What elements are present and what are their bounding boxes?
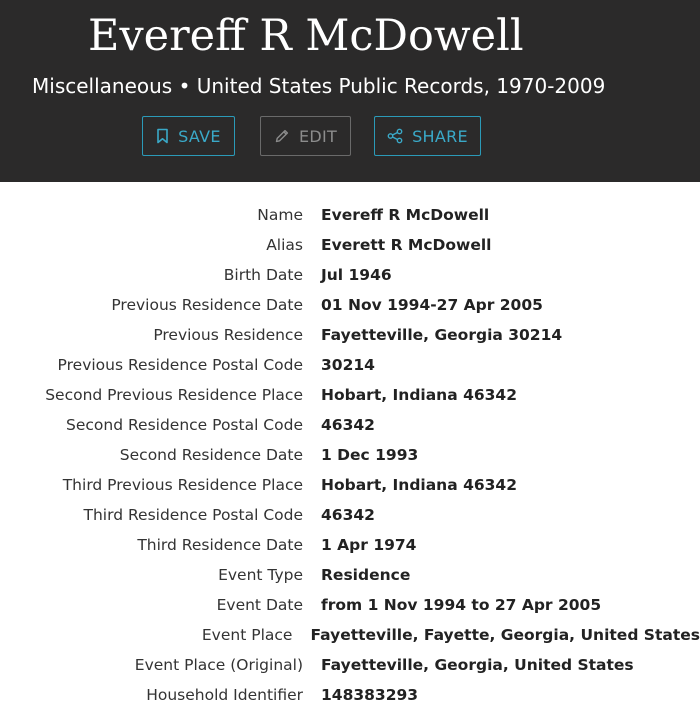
field-label: Name [257, 206, 303, 224]
field-value: Fayetteville, Fayette, Georgia, United States [310, 626, 700, 644]
field-label: Previous Residence [153, 326, 303, 344]
pencil-icon [274, 128, 290, 144]
edit-button[interactable] [260, 116, 351, 156]
field-label: Second Residence Postal Code [66, 416, 303, 434]
record-row [0, 260, 700, 290]
field-label: Third Residence Postal Code [83, 506, 303, 524]
bookmark-icon [156, 128, 169, 144]
save-button[interactable] [142, 116, 235, 156]
field-value: 1 Dec 1993 [321, 446, 419, 464]
edit-button-label: EDIT [298, 126, 338, 146]
field-value: Fayetteville, Georgia 30214 [321, 326, 563, 344]
field-label: Third Previous Residence Place [62, 476, 303, 494]
save-button-label: SAVE [178, 126, 221, 146]
field-value: Residence [321, 566, 411, 584]
field-value: Everett R McDowell [321, 236, 492, 254]
record-row [0, 620, 700, 650]
field-label: Previous Residence Date [111, 296, 303, 314]
record-row [0, 560, 700, 590]
field-value: Hobart, Indiana 46342 [321, 476, 517, 494]
field-value: 46342 [321, 416, 375, 434]
record-row [0, 230, 700, 260]
record-row [0, 530, 700, 560]
record-header [0, 0, 700, 182]
record-row [0, 290, 700, 320]
share-button-label: SHARE [412, 126, 468, 146]
field-label: Household Identifier [146, 686, 303, 704]
field-label: Event Date [216, 596, 303, 614]
record-row [0, 200, 700, 230]
record-row [0, 650, 700, 680]
field-value: from 1 Nov 1994 to 27 Apr 2005 [321, 596, 602, 614]
field-value: Jul 1946 [321, 266, 392, 284]
field-value: 46342 [321, 506, 375, 524]
page-title: Evereff R McDowell [88, 11, 524, 61]
field-label: Previous Residence Postal Code [57, 356, 303, 374]
record-row [0, 500, 700, 530]
field-label: Event Type [218, 566, 303, 584]
collection-subtitle: Miscellaneous • United States Public Records, 1970-2009 [32, 74, 606, 98]
field-value: Fayetteville, Georgia, United States [321, 656, 634, 674]
record-row [0, 320, 700, 350]
field-label: Third Residence Date [137, 536, 303, 554]
field-value: 01 Nov 1994-27 Apr 2005 [321, 296, 543, 314]
record-row [0, 470, 700, 500]
share-button[interactable] [374, 116, 481, 156]
field-label: Event Place (Original) [134, 656, 303, 674]
field-value: 148383293 [321, 686, 419, 704]
record-details [0, 200, 700, 710]
field-label: Birth Date [223, 266, 303, 284]
field-label: Event Place [201, 626, 293, 644]
record-row [0, 410, 700, 440]
record-row [0, 590, 700, 620]
field-value: Hobart, Indiana 46342 [321, 386, 517, 404]
field-value: 30214 [321, 356, 375, 374]
field-value: Evereff R McDowell [321, 206, 490, 224]
record-row [0, 680, 700, 710]
record-row [0, 350, 700, 380]
field-label: Alias [266, 236, 303, 254]
field-label: Second Previous Residence Place [45, 386, 303, 404]
record-row [0, 440, 700, 470]
record-row [0, 380, 700, 410]
field-label: Second Residence Date [119, 446, 303, 464]
share-icon [387, 128, 403, 144]
field-value: 1 Apr 1974 [321, 536, 417, 554]
